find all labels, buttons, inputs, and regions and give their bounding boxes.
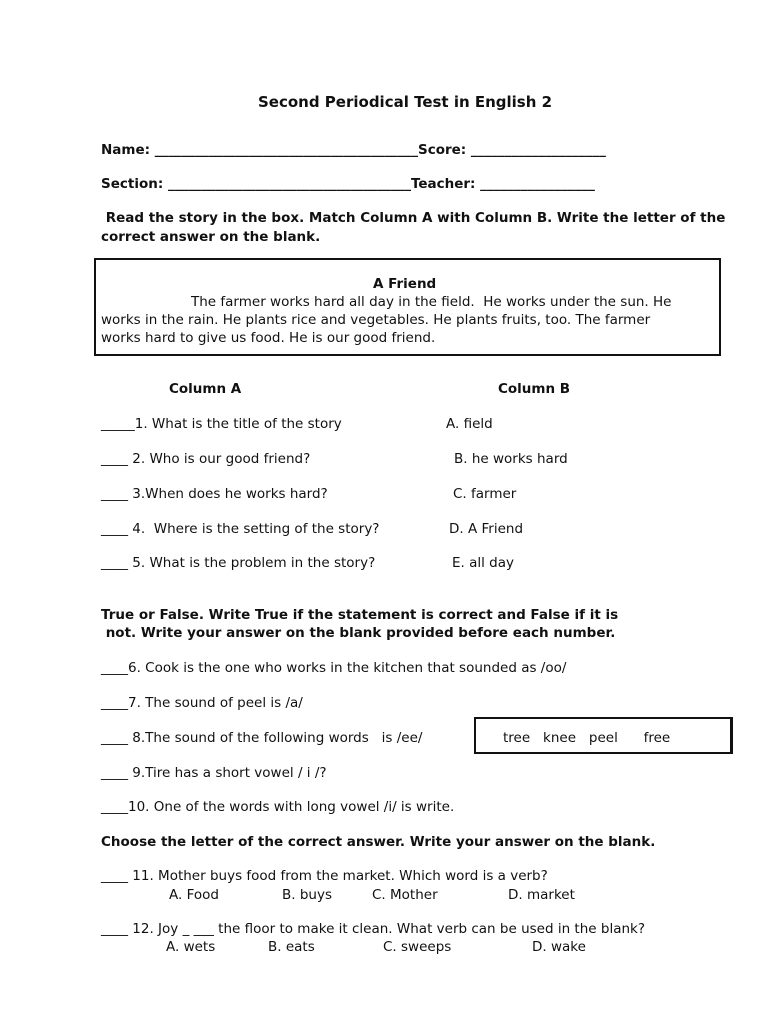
question-1: _____1. What is the title of the story — [101, 416, 342, 432]
story-line-1: The farmer works hard all day in the field. He works under the sun. He — [191, 294, 672, 310]
question-10: ____10. One of the words with long vowel /i/ is write. — [101, 799, 455, 815]
q12-choice-c: C. sweeps — [383, 939, 452, 955]
column-b-header: Column B — [498, 381, 571, 397]
question-6: ____6. Cook is the one who works in the kitchen that sounded as /oo/ — [101, 660, 567, 676]
q12-choice-b: B. eats — [268, 939, 315, 955]
choice-b: B. he works hard — [454, 451, 568, 467]
part1-instruction-line2: correct answer on the blank. — [101, 229, 321, 245]
column-a-header: Column A — [169, 381, 242, 397]
word-box-text: tree knee peel free — [503, 730, 671, 746]
question-9: ____ 9.Tire has a short vowel / i /? — [101, 765, 327, 781]
question-11: ____ 11. Mother buys food from the market. Which word is a verb? — [101, 868, 548, 884]
part2-instruction-line2: not. Write your answer on the blank provided before each number. — [101, 625, 616, 641]
choice-e: E. all day — [452, 555, 515, 571]
part3-instruction: Choose the letter of the correct answer. Write your answer on the blank. — [101, 834, 656, 850]
q11-choice-a: A. Food — [169, 887, 219, 903]
part1-instruction-line1: Read the story in the box. Match Column A with Column B. Write the letter of the — [101, 210, 726, 226]
q11-choice-d: D. market — [508, 887, 575, 903]
question-12: ____ 12. Joy _ ___ the floor to make it clean. What verb can be used in the blank? — [101, 921, 646, 937]
question-4: ____ 4. Where is the setting of the story? — [101, 521, 380, 537]
choice-a: A. field — [446, 416, 493, 432]
q12-choice-a: A. wets — [166, 939, 216, 955]
question-5: ____ 5. What is the problem in the story? — [101, 555, 376, 571]
question-7: ____7. The sound of peel is /a/ — [101, 695, 303, 711]
section-teacher-line: Section: ____________________________________Teacher: _________________ — [101, 176, 595, 192]
story-line-2: works in the rain. He plants rice and vegetables. He plants fruits, too. The farmer — [101, 312, 651, 328]
story-line-3: works hard to give us food. He is our good friend. — [101, 330, 436, 346]
q11-choice-c: C. Mother — [372, 887, 438, 903]
page-title: Second Periodical Test in English 2 — [258, 93, 553, 111]
question-3: ____ 3.When does he works hard? — [101, 486, 328, 502]
name-score-line: Name: _______________________________________Score: ____________________ — [101, 142, 606, 158]
choice-d: D. A Friend — [449, 521, 524, 537]
q12-choice-d: D. wake — [532, 939, 586, 955]
question-8: ____ 8.The sound of the following words is /ee/ — [101, 730, 423, 746]
part2-instruction-line1: True or False. Write True if the statement is correct and False if it is — [101, 607, 619, 623]
question-2: ____ 2. Who is our good friend? — [101, 451, 311, 467]
story-title: A Friend — [373, 276, 437, 292]
choice-c: C. farmer — [453, 486, 517, 502]
q11-choice-b: B. buys — [282, 887, 332, 903]
